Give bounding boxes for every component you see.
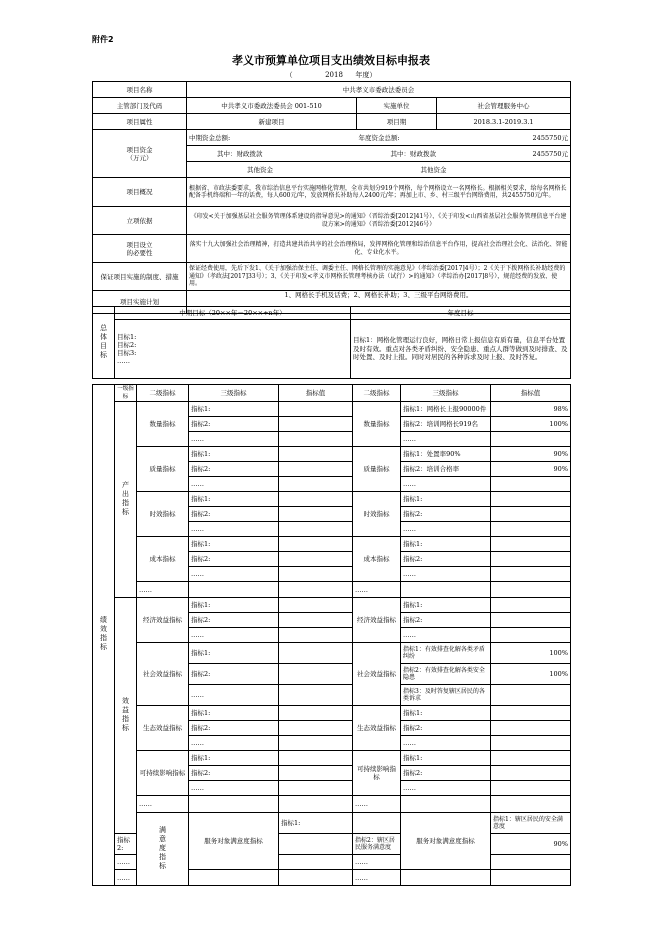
qty-right-ind2: 指标2：培训网格长919名 <box>401 417 491 432</box>
service-right: 服务对象满意度指标 <box>401 813 491 870</box>
col-level3-right: 三级指标 <box>401 385 491 402</box>
eco-left: 生态效益指标 <box>137 706 189 751</box>
col-level2-right: 二级指标 <box>353 385 401 402</box>
mid-goal-header: 中期目标（20××年－20××+n年） <box>115 307 351 320</box>
service-right-ind1: 指标1：辖区居民的安全满意度 <box>491 813 571 834</box>
benefit-label: 效益指标 <box>121 696 130 733</box>
econ-left: 经济效益指标 <box>137 598 189 643</box>
page-title: 孝义市预算单位项目支出绩效目标申报表 <box>232 54 430 67</box>
social-right-ind3: 指标3：及时答复辖区居民的各类诉求 <box>401 685 491 706</box>
mid-goal-1: 目标1: <box>117 333 137 341</box>
econ-left-more: …… <box>189 628 279 643</box>
project-info-table <box>92 81 571 314</box>
perf-label: 绩效指标 <box>99 616 108 652</box>
econ-left-ind2: 指标2: <box>189 613 279 628</box>
year-fiscal-value: 2455750元 <box>532 149 568 158</box>
impl-unit-value: 社会管理服务中心 <box>437 98 571 114</box>
project-name-label: 项目名称 <box>93 82 187 98</box>
dept-label: 主管部门及代码 <box>93 98 187 114</box>
econ-right-ind1: 指标1: <box>401 598 491 613</box>
social-left: 社会效益指标 <box>137 643 189 706</box>
col-level1: 一级指标 <box>115 385 137 402</box>
sustain-left-ind1: 指标1: <box>189 751 279 766</box>
qty-right-val1: 98% <box>491 402 571 417</box>
satisfaction-label: 满意度指标 <box>158 825 167 871</box>
dept-value: 中共孝义市委政法委员会 001-510 <box>187 98 357 114</box>
sustain-right: 可持续影响指标 <box>353 751 401 796</box>
qty-right-more: …… <box>401 432 491 447</box>
qty-right: 数量指标 <box>353 402 401 447</box>
qty-left-ind2: 指标2: <box>189 417 279 432</box>
output-label-cell <box>115 402 137 598</box>
period-label: 项目期 <box>357 114 437 130</box>
overview-label: 项目概况 <box>93 178 187 207</box>
output-left-more: …… <box>137 582 189 598</box>
quality-right: 质量指标 <box>353 447 401 492</box>
plan-label: 项目实施计划 <box>93 291 187 314</box>
necessity-label: 项目设立 的必要性 <box>93 235 187 263</box>
social-left-ind1: 指标1: <box>189 643 279 664</box>
qty-left: 数量指标 <box>137 402 189 447</box>
time-left-ind1: 指标1: <box>189 492 279 507</box>
mid-other-label: 其他资金 <box>187 162 357 178</box>
econ-right: 经济效益指标 <box>353 598 401 643</box>
year-open: （ <box>285 71 293 79</box>
sustain-left: 可持续影响指标 <box>137 751 189 796</box>
quality-right-more: …… <box>401 477 491 492</box>
time-right-ind1: 指标1: <box>401 492 491 507</box>
mid-goal-3: 目标3: <box>117 349 137 357</box>
sustain-right-more: …… <box>401 781 491 796</box>
social-right-ind2: 指标2：有效排查化解各类安全隐患 <box>401 664 491 685</box>
overall-goal-label: 总体目标 <box>99 323 108 360</box>
year-goal-header: 年度目标 <box>351 307 571 320</box>
overall-goal-table <box>92 306 571 379</box>
cost-left: 成本指标 <box>137 537 189 582</box>
benefit-right-more: …… <box>353 796 401 813</box>
plan-text: 1、网格长手机及话费；2、网格长补助；3、三级平台网络费用。 <box>187 291 571 314</box>
qty-left-more: …… <box>189 432 279 447</box>
social-left-more: …… <box>189 685 279 706</box>
attachment-label: 附件2 <box>92 35 114 44</box>
eco-left-ind1: 指标1: <box>189 706 279 721</box>
perf-label-cell <box>93 385 115 886</box>
benefit-left-more: …… <box>137 796 189 813</box>
project-name-value: 中共孝义市委政法委员会 <box>187 82 571 98</box>
service-left: 服务对象满意度指标 <box>189 813 279 870</box>
funds-label: 项目资金 （万元） <box>93 130 187 178</box>
cost-right: 成本指标 <box>353 537 401 582</box>
year-goal-text: 目标1：网格化管理运行良好，网格日常上报信息有质有量，信息平台处置及时有效。重点对各类矛盾纠纷、安全隐患、重点人群等做到及时排查、及时处置、及时上报。同时对居民的各种诉求及时上报、及时答复。 <box>351 320 571 379</box>
cost-left-more: …… <box>189 567 279 582</box>
social-right: 社会效益指标 <box>353 643 401 706</box>
benefit-label-cell <box>115 598 137 834</box>
time-right-more: …… <box>401 522 491 537</box>
cost-right-ind2: 指标2: <box>401 552 491 567</box>
year-total-value: 2455750元 <box>532 133 568 142</box>
measures-label: 保证项目实施的制度、措施 <box>93 263 187 291</box>
year-close: 年度） <box>355 71 377 79</box>
quality-left: 质量指标 <box>137 447 189 492</box>
eco-right-ind1: 指标1: <box>401 706 491 721</box>
qty-left-ind1: 指标1: <box>189 402 279 417</box>
quality-right-ind1: 指标1：处置率90% <box>401 447 491 462</box>
eco-right-more: …… <box>401 736 491 751</box>
satisfaction-right-more: …… <box>353 870 401 886</box>
sustain-left-more: …… <box>189 781 279 796</box>
basis-text: 《印发<关于加强基层社会服务管理体系建设的指导意见>的通知》（晋综治委[2012]41号）、《关于印发<山西省基层社会服务管理信息平台建设方案>的通知》（晋综治委[2012]46号） <box>187 207 571 235</box>
year-fiscal-cell <box>357 146 571 162</box>
col-value-left: 指标值 <box>279 385 353 402</box>
cost-left-ind1: 指标1: <box>189 537 279 552</box>
eco-left-ind2: 指标2: <box>189 721 279 736</box>
mid-goal-list <box>115 320 351 379</box>
output-label: 产出指标 <box>121 480 130 517</box>
col-level3-left: 三级指标 <box>189 385 279 402</box>
mid-fiscal-label: 其中：财政拨款 <box>187 146 357 162</box>
quality-left-ind1: 指标1: <box>189 447 279 462</box>
cost-left-ind2: 指标2: <box>189 552 279 567</box>
mid-total-label: 中期资金总额: <box>187 130 357 146</box>
year-total-cell <box>357 130 571 146</box>
cost-right-ind1: 指标1: <box>401 537 491 552</box>
service-left-ind2: 指标2: <box>115 834 137 855</box>
basis-label: 立项依据 <box>93 207 187 235</box>
cost-right-more: …… <box>401 567 491 582</box>
time-left-more: …… <box>189 522 279 537</box>
sustain-left-ind2: 指标2: <box>189 766 279 781</box>
performance-table <box>92 384 571 886</box>
eco-right: 生态效益指标 <box>353 706 401 751</box>
attr-value: 新建项目 <box>187 114 357 130</box>
time-left-ind2: 指标2: <box>189 507 279 522</box>
social-right-val2: 100% <box>491 664 571 685</box>
qty-right-ind1: 指标1：网格长上报90000件 <box>401 402 491 417</box>
year-line <box>0 70 662 80</box>
service-left-more: …… <box>115 855 137 870</box>
social-left-ind2: 指标2: <box>189 664 279 685</box>
econ-right-ind2: 指标2: <box>401 613 491 628</box>
year-value: 2018 <box>325 71 343 79</box>
quality-right-ind2: 指标2：培训合格率 <box>401 462 491 477</box>
time-left: 时效指标 <box>137 492 189 537</box>
year-total-label: 年度资金总额: <box>358 133 400 142</box>
satisfaction-label-cell <box>137 813 189 886</box>
econ-right-more: …… <box>401 628 491 643</box>
mid-goal-more: …… <box>117 357 130 365</box>
output-right-more: …… <box>353 582 401 598</box>
time-right-ind2: 指标2: <box>401 507 491 522</box>
eco-left-more: …… <box>189 736 279 751</box>
quality-right-val2: 90% <box>491 462 571 477</box>
quality-left-ind2: 指标2: <box>189 462 279 477</box>
attr-label: 项目属性 <box>93 114 187 130</box>
time-right: 时效指标 <box>353 492 401 537</box>
social-right-ind1: 指标1：有效排查化解各类矛盾纠纷 <box>401 643 491 664</box>
col-level2-left: 二级指标 <box>137 385 189 402</box>
eco-right-ind2: 指标2: <box>401 721 491 736</box>
service-right-ind2: 指标2：辖区居民服务满意度 <box>353 834 401 855</box>
service-right-val2: 90% <box>491 834 571 855</box>
service-left-ind1: 指标1: <box>279 813 353 834</box>
year-fiscal-label: 其中：财政拨款 <box>390 149 436 158</box>
mid-goal-2: 目标2: <box>117 341 137 349</box>
sustain-right-ind2: 指标2: <box>401 766 491 781</box>
qty-right-val2: 100% <box>491 417 571 432</box>
year-other-label: 其他资金 <box>357 162 571 178</box>
overall-goal-label-cell <box>93 307 115 379</box>
service-right-more: …… <box>353 855 401 870</box>
impl-unit-label: 实施单位 <box>357 98 437 114</box>
measures-text: 保证经费使用，先后下发1、《关于加强治保主任、调委主任、网格长管理的实施意见》（孝综治委[2017]4号）；2《关于下拨网格长补助经费的通知》（孝政法[2017]33号）；3、《关于印发<孝义市网格长管理考核办法（试行）>的通知》（孝综治办[2017]8号），规范经费的发放、使用。 <box>187 263 571 291</box>
period-value: 2018.3.1-2019.3.1 <box>437 114 571 130</box>
social-right-val1: 100% <box>491 643 571 664</box>
quality-left-more: …… <box>189 477 279 492</box>
necessity-text: 落实十九大加强社会治理精神，打造共建共治共享的社会治理格局，发挥网格化管理和综治信息平台作用，提高社会治理社会化、法治化、智能化、专业化水平。 <box>187 235 571 263</box>
overview-text: 根据省、市政法委要求，我市综治信息平台实施网格化管理，全市共划分919个网格，每个网格设立一名网格长。根据相关要求，给每名网格长配备手机终端和一年的话费，每人600元/年，发放网格长补助每人2400元/年；再加上市、乡、村三级平台网络费用，共2455750元/年。 <box>187 178 571 207</box>
sustain-right-ind1: 指标1: <box>401 751 491 766</box>
quality-right-val1: 90% <box>491 447 571 462</box>
satisfaction-left-more: …… <box>115 870 137 886</box>
econ-left-ind1: 指标1: <box>189 598 279 613</box>
col-value-right: 指标值 <box>491 385 571 402</box>
